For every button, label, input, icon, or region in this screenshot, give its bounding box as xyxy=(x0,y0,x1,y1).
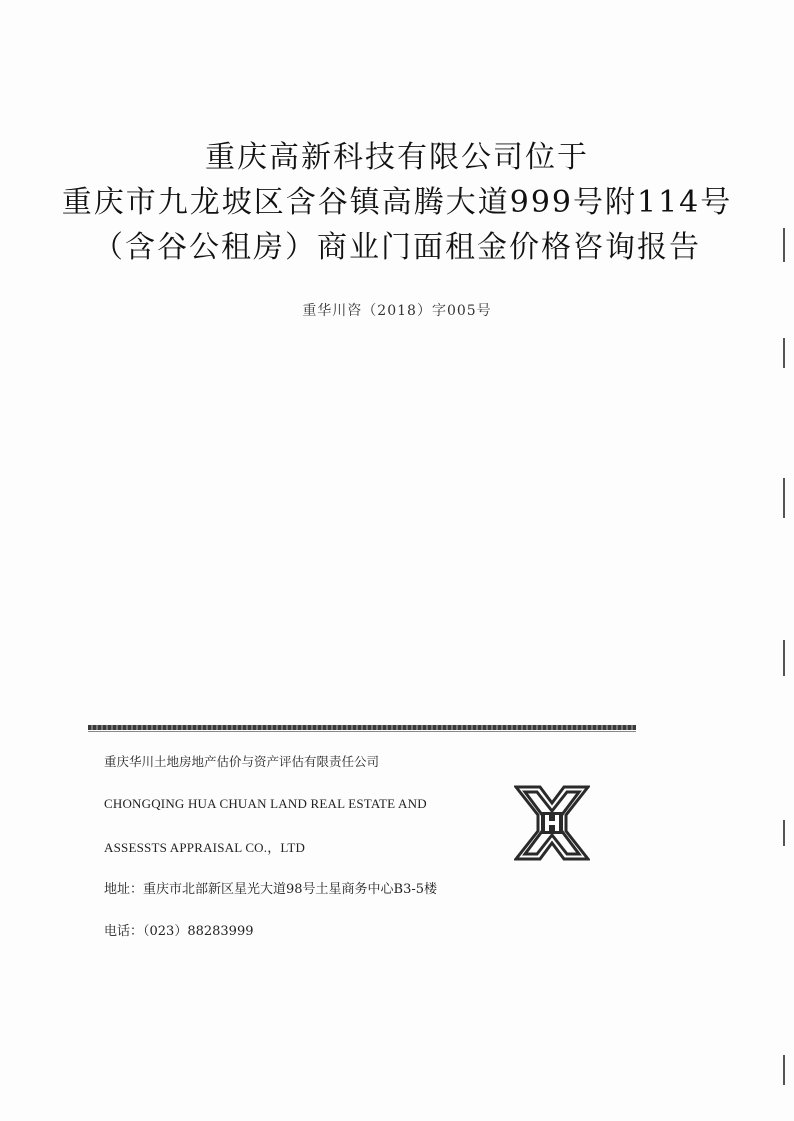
report-title xyxy=(0,135,794,270)
scan-edge-mark xyxy=(783,228,785,262)
company-logo-h-icon xyxy=(514,785,590,861)
scan-edge-mark xyxy=(783,820,785,846)
company-name-en-line1: CHONGQING HUA CHUAN LAND REAL ESTATE AND xyxy=(104,796,427,811)
company-name-cn: 重庆华川土地房地产估价与资产评估有限责任公司 xyxy=(104,754,380,769)
report-number: 重华川咨（2018）字005号 xyxy=(302,303,492,319)
footer-divider-thin xyxy=(88,731,636,732)
scan-edge-mark xyxy=(783,1055,785,1085)
footer-divider xyxy=(88,725,636,730)
company-phone: 电话：（023）88283999 xyxy=(104,924,254,939)
title-line-1: 重庆高新科技有限公司位于 xyxy=(205,140,589,175)
title-line-3: （含谷公租房）商业门面租金价格咨询报告 xyxy=(93,230,701,265)
company-address: 地址：重庆市北部新区星光大道98号土星商务中心B3-5楼 xyxy=(104,882,438,897)
company-name-en-line2: ASSESSTS APPRAISAL CO.，LTD xyxy=(104,840,306,855)
scan-edge-mark xyxy=(783,338,785,368)
scan-edge-mark xyxy=(783,478,785,518)
scan-edge-mark xyxy=(783,640,785,676)
title-line-2: 重庆市九龙坡区含谷镇高腾大道999号附114号 xyxy=(61,185,733,220)
